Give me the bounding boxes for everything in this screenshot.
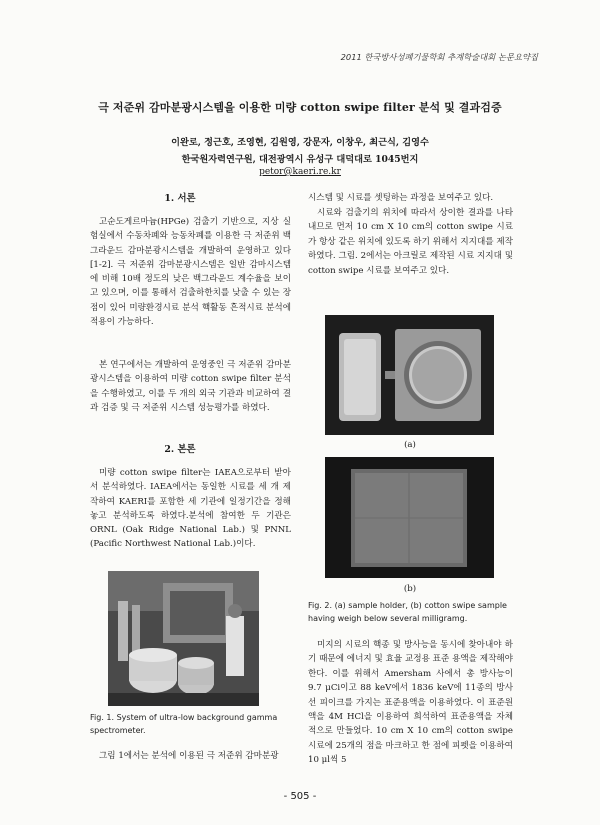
body-paragraph-1: 미량 cotton swipe filter는 IAEA으로부터 받아서 분석하였다. IAEA에서는 동일한 시료를 세 개 제작하여 KAERI를 포함한 세 기관에 일정기간을 정해놓고 분석하도록 하였다.분석에 참여한 두 기관은 ORNL (Oak Ridge National Lab.) 및 PNNL (Pacific Northwest National Lab.)이다. <box>90 468 291 550</box>
author-email[interactable]: petor@kaeri.re.kr <box>259 167 341 177</box>
affiliation: 한국원자력연구원, 대전광역시 유성구 대덕대로 1045번지 <box>181 154 419 165</box>
figure-2b-label: (b) <box>403 584 417 594</box>
sample-holder-photo <box>325 315 494 435</box>
authors: 이완로, 정근호, 조영현, 김원영, 강문자, 이창우, 최근식, 김영수 <box>171 137 429 148</box>
figure-1-photo <box>108 571 259 706</box>
figure-1-caption: Fig. 1. System of ultra-low background gamma spectrometer. <box>90 713 278 735</box>
intro-paragraph-1: 고순도게르마늄(HPGe) 검출기 기반으로, 지상 실험실에서 수동차폐와 능동차폐를 이용한 극 저준위 백그라운드 감마분광시스템을 개발하여 운영하고 있다[1-2]. 극 저준위 감마분광시스템은 일반 감마시스템에 비해 10배 정도의 낮은 백그라운드 계수율을 보이고 있으며, 이를 통해서 검출하한치를 낮출 수 있는 장점이 있어 미량환경시료 분석 핵활동 흔적시료 분석에 적용이 가능하다. <box>90 217 291 328</box>
figure-2a-photo <box>325 315 494 435</box>
right-paragraph-1: 시스템 및 시료를 셋팅하는 과정을 보여주고 있다. <box>308 193 494 203</box>
page-number: - 505 - <box>283 791 317 802</box>
body-paragraph-2: 그림 1에서는 분석에 이용된 극 저준위 감마분광 <box>99 751 279 761</box>
figure-2-caption: Fig. 2. (a) sample holder, (b) cotton swipe sample having weigh below several milligramg. <box>308 601 507 623</box>
intro-paragraph-2: 본 연구에서는 개발하여 운영중인 극 저준위 감마분광시스템을 이용하여 미량 cotton swipe filter 분석을 수행하였고, 이를 두 개의 외국 기관과 비교하여 결과 검증 및 극 저준위 시스템 성능평가를 하였다. <box>90 360 291 413</box>
section-title-body: 2. 본론 <box>164 444 196 455</box>
figure-2b-photo <box>325 457 494 578</box>
section-title-intro: 1. 서론 <box>164 193 196 204</box>
cotton-swipe-photo <box>325 457 494 578</box>
paper-title: 극 저준위 감마분광시스템을 이용한 미량 cotton swipe filter 분석 및 결과검증 <box>98 101 502 114</box>
right-paragraph-2: 시료와 검출기의 위치에 따라서 상이한 결과를 나타내므로 먼저 10 cm X 10 cm의 cotton swipe 시료가 항상 같은 위치에 있도록 하기 위해서 지지대를 제작하였다. 그림. 2에서는 아크릴로 제작된 시료 지지대 및 cotton swipe 시료를 보여주고 있다. <box>308 208 513 276</box>
figure-2a-label: (a) <box>404 440 416 450</box>
running-header: 2011 한국방사성폐기물학회 추계학술대회 논문요약집 <box>340 52 538 62</box>
right-paragraph-3: 미지의 시료의 핵종 및 방사능을 동시에 찾아내야 하기 때문에 에너지 및 효율 교정용 표준 용액을 제작해야 한다. 이를 위해서 Amersham 사에서 총 방사능이 9.7 μCi이고 88 keV에서 1836 keV에 11종의 방사선 피이크를 가지는 표준용액을 이용하였다. 이 표준원액을 4M HCl을 이용하여 희석하여 표준용액을 자체적으로 만들었다. 10 cm X 10 cm의 cotton swipe 시료에 25개의 점을 마크하고 한 점에 피펫을 이용하여 10 μl씩 5 <box>308 640 513 766</box>
lab-equipment-photo <box>108 571 259 706</box>
